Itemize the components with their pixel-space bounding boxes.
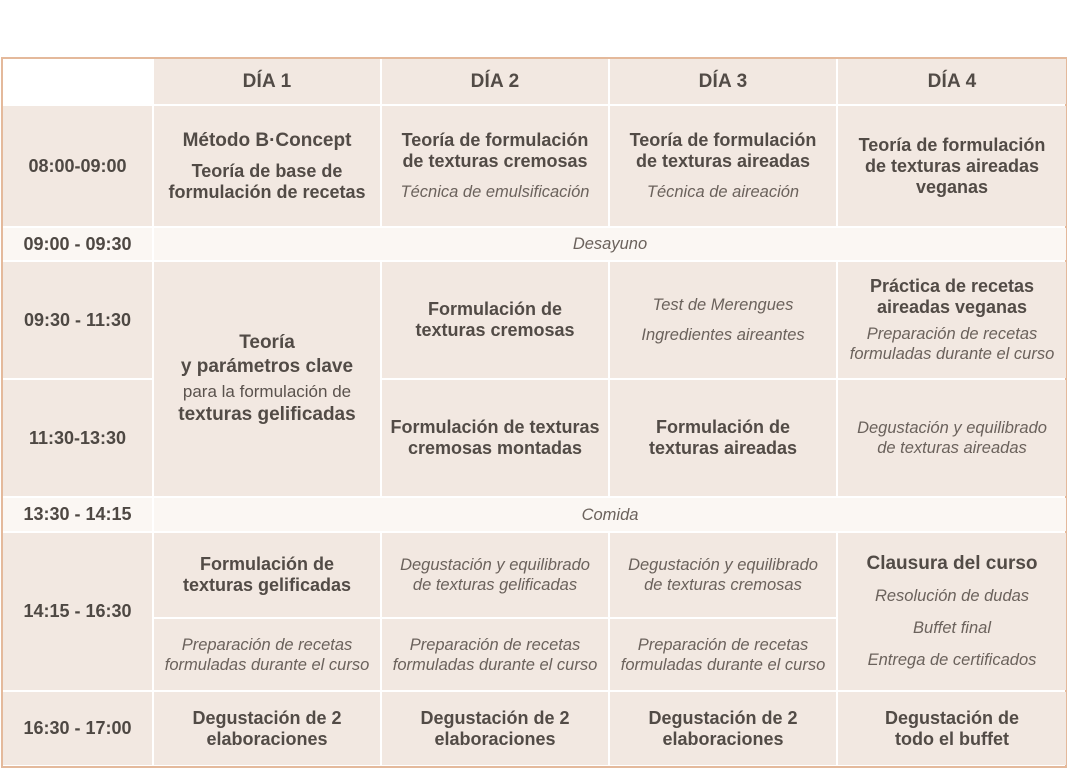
cell-r1-d1: [154, 106, 380, 226]
cell-r4-d3: [610, 380, 836, 496]
time-cell-7: [3, 692, 152, 765]
header-day-4: [838, 59, 1066, 104]
session-note: Preparación de recetas formuladas durante el curso: [164, 635, 370, 674]
time-label: 09:00 - 09:30: [23, 233, 132, 254]
session-title: Clausura del curso: [866, 553, 1038, 574]
session-note: Test de Merengues: [652, 296, 794, 314]
cell-r4-d4: [838, 380, 1066, 496]
session-title: Teoría de formulación de texturas cremosas: [401, 130, 589, 171]
cell-r6b-d1: [154, 619, 380, 690]
time-label: 16:30 - 17:00: [23, 718, 132, 738]
cell-r6-d1: [154, 533, 380, 617]
time-cell-4: [3, 380, 152, 496]
time-cell-1: [3, 106, 152, 226]
break-label: Comida: [581, 505, 639, 524]
session-note: Preparación de recetas formuladas durante el curso: [849, 325, 1055, 363]
session-note: Técnica de aireación: [646, 183, 800, 201]
session-title: Teoría de formulación de texturas aireadas: [629, 130, 817, 171]
session-title: Método B·Concept: [182, 129, 352, 151]
time-label: 09:30 - 11:30: [23, 309, 132, 330]
header-day-1: [154, 59, 380, 104]
session-title: texturas gelificadas: [178, 404, 356, 425]
session-note: Buffet final: [913, 619, 991, 637]
session-title: Degustación de 2 elaboraciones: [648, 707, 798, 749]
cell-r1-d3: [610, 106, 836, 226]
cell-r1-d2: [382, 106, 608, 226]
session-note: Preparación de recetas formuladas durante el curso: [392, 635, 598, 674]
cell-r3-d2: [382, 262, 608, 378]
cell-r1-d4: [838, 106, 1066, 226]
header-label: DÍA 1: [242, 70, 292, 92]
cell-r6-d3: [610, 533, 836, 617]
time-label: 14:15 - 16:30: [23, 601, 132, 621]
session-title: Teoría: [239, 332, 295, 353]
time-cell-3: [3, 262, 152, 378]
session-note: Técnica de emulsificación: [400, 183, 590, 201]
session-note: Degustación y equilibrado de texturas cremosas: [628, 556, 818, 594]
session-title: Degustación de todo el buffet: [884, 707, 1020, 749]
session-title: Teoría de formulación de texturas aireadas veganas: [858, 134, 1046, 197]
time-cell-5: [3, 498, 152, 531]
session-title: Práctica de recetas aireadas veganas: [869, 276, 1035, 317]
cell-r6-d2: [382, 533, 608, 617]
break-comida: [154, 498, 1066, 531]
session-title: Teoría de base de formulación de recetas: [168, 160, 366, 202]
cell-r6b-d2: [382, 619, 608, 690]
session-title: Formulación de texturas gelificadas: [182, 554, 352, 595]
header-label: DÍA 2: [470, 70, 520, 92]
header-label: DÍA 4: [927, 70, 977, 92]
header-day-3: [610, 59, 836, 104]
session-subtitle: para la formulación de: [182, 382, 352, 401]
cell-r3-d4: [838, 262, 1066, 378]
session-title: Formulación de texturas cremosas montadas: [390, 417, 600, 458]
time-cell-2: [3, 228, 152, 260]
session-title: Degustación de 2 elaboraciones: [192, 707, 342, 749]
time-label: 13:30 - 14:15: [23, 504, 132, 524]
cell-r3-d3: [610, 262, 836, 378]
time-label: 08:00-09:00: [28, 155, 127, 176]
break-label: Desayuno: [572, 235, 648, 253]
session-title: Formulación de texturas cremosas: [415, 299, 575, 340]
session-note: Resolución de dudas: [874, 587, 1030, 605]
session-title: y parámetros clave: [180, 356, 354, 377]
cell-r7-d3: [610, 692, 836, 765]
session-title: Formulación de texturas aireadas: [648, 417, 798, 458]
cell-r7-d2: [382, 692, 608, 765]
cell-r7-d1: [154, 692, 380, 765]
break-desayuno: [154, 228, 1066, 260]
session-title: Degustación de 2 elaboraciones: [420, 707, 570, 749]
header-label: DÍA 3: [698, 70, 748, 92]
cell-r6b-d3: [610, 619, 836, 690]
session-note: Ingredientes aireantes: [641, 326, 805, 344]
cell-r3-d1: [154, 262, 380, 496]
header-day-2: [382, 59, 608, 104]
cell-r4-d2: [382, 380, 608, 496]
cell-r7-d4: [838, 692, 1066, 765]
session-note: Degustación y equilibrado de texturas gelificadas: [400, 556, 590, 594]
session-note: Entrega de certificados: [867, 651, 1037, 669]
time-cell-6: [3, 533, 152, 690]
session-note: Degustación y equilibrado de texturas aireadas: [857, 419, 1047, 457]
cell-r6-d4: [838, 533, 1066, 690]
session-note: Preparación de recetas formuladas durante el curso: [620, 635, 826, 674]
time-label: 11:30-13:30: [28, 427, 127, 448]
